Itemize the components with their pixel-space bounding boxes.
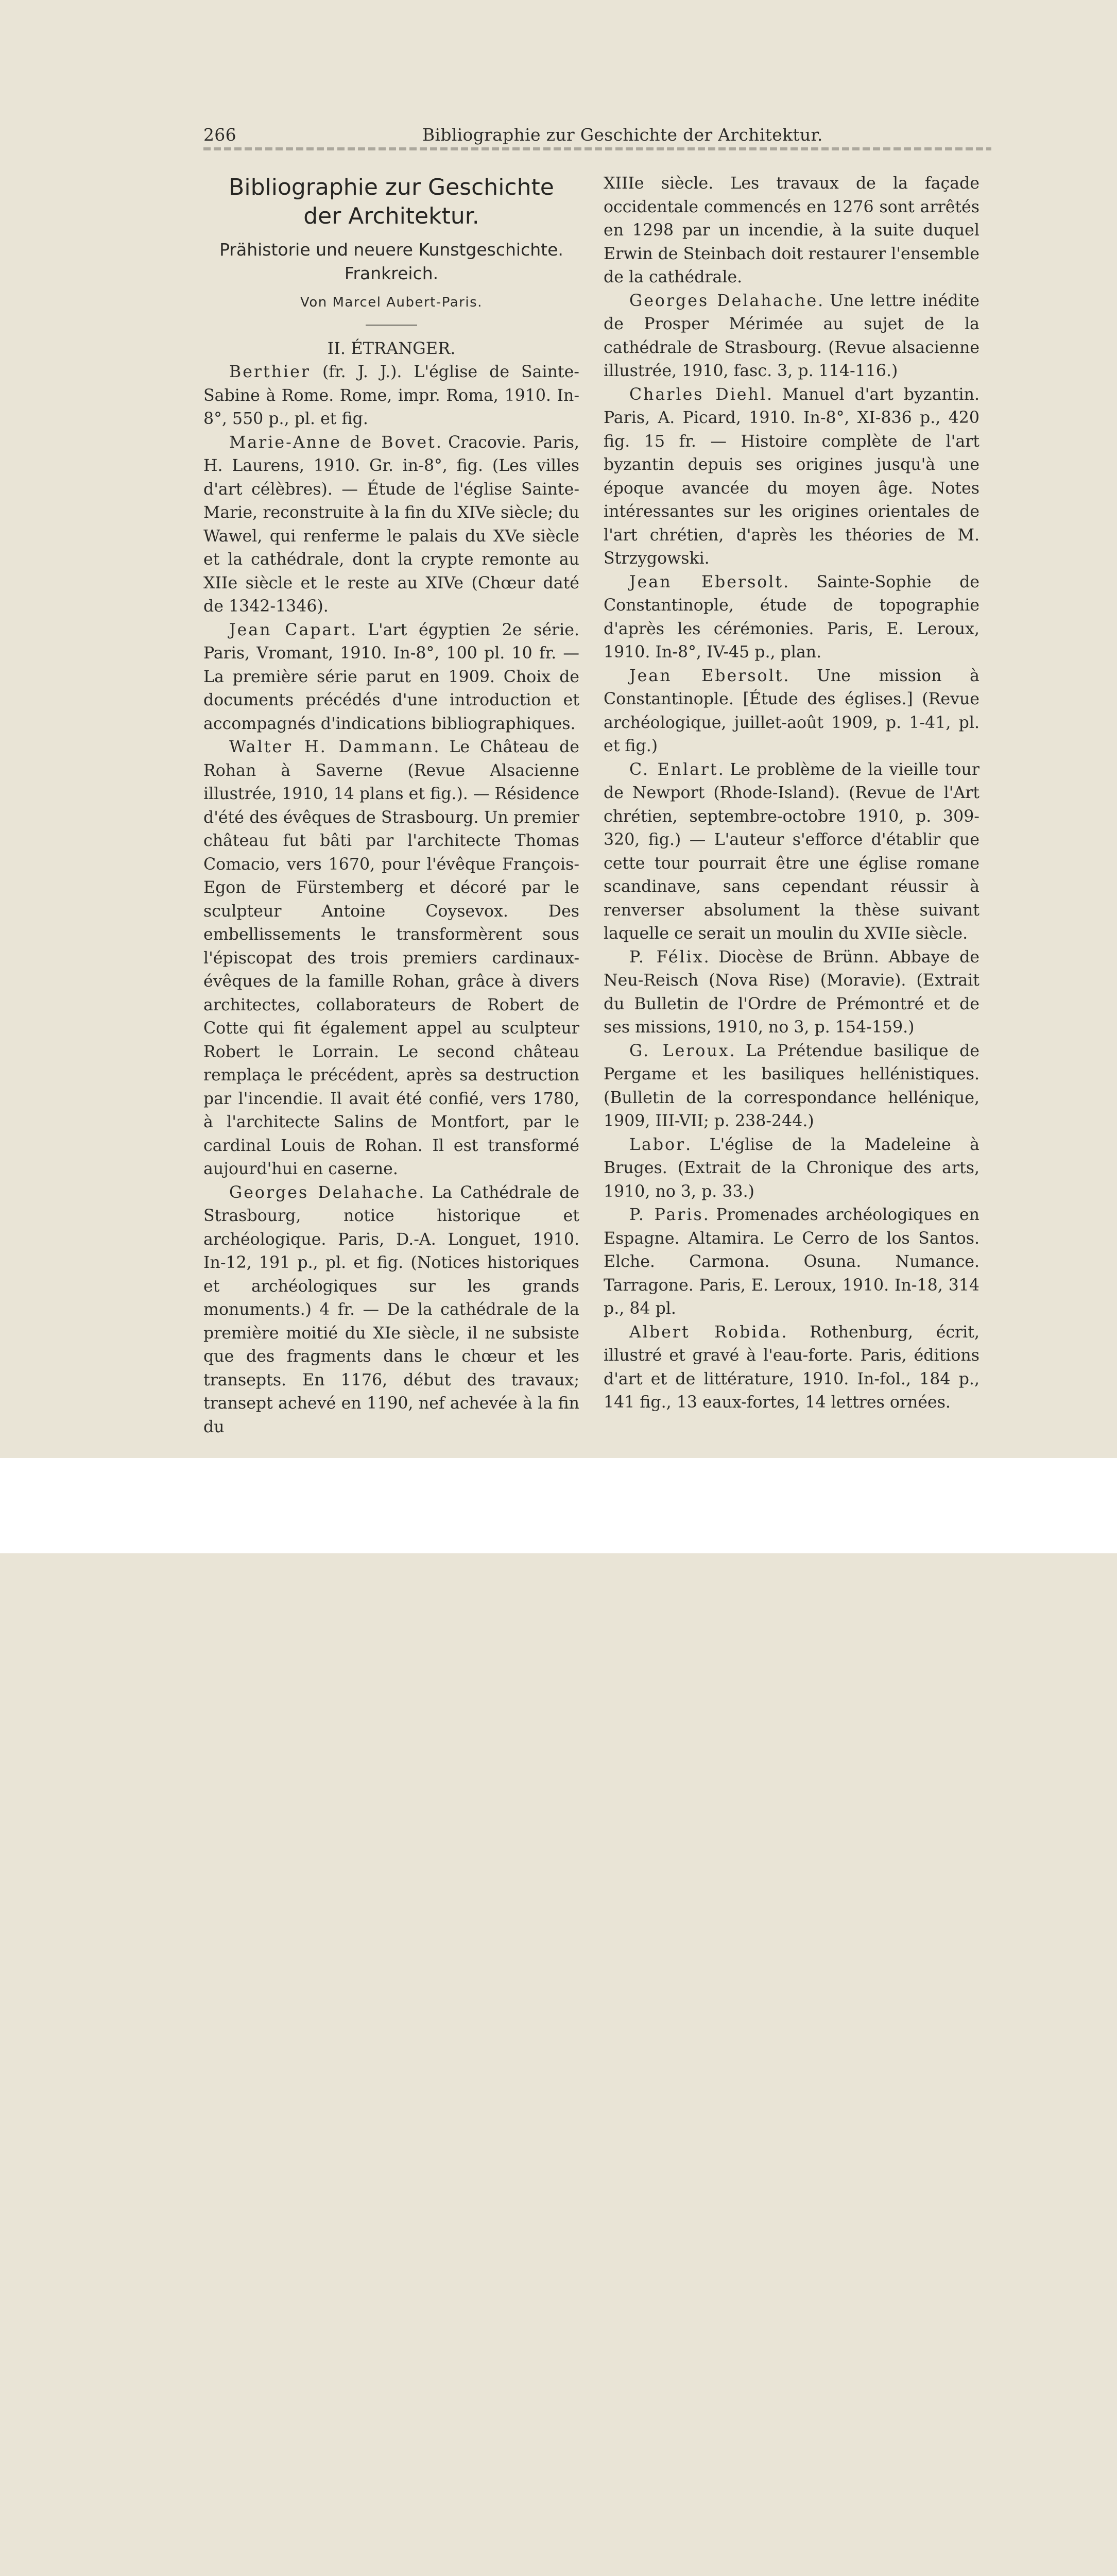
bibliography-entry [203, 431, 579, 619]
entry-text: . La Prétendue basilique de Pergame et les basiliques hellénistiques. (Bulletin de la correspondance hellénique, 1909, III-VII; p. 238-244.) [604, 1041, 979, 1130]
entry-author: Walter H. Dammann [229, 738, 434, 756]
bibliography-entry [604, 1133, 979, 1204]
entry-text: . Diocèse de Brünn. Abbaye de Neu-Reisch (Nova Rise) (Moravie). (Extrait du Bulletin de l'Ordre de Prémontré et de ses missions, 1910, no 3, p. 154-159.) [604, 947, 979, 1037]
entry-text: . L'art égyptien 2e série. Paris, Vromant, 1910. In-8°, 100 pl. 10 fr. — La première série parut en 1909. Choix de documents précédés d'une introduction et accompagnés d'indications bibliographiques. [203, 620, 579, 733]
header-rule [203, 147, 991, 150]
title-line: der Architektur. [303, 203, 479, 229]
right-column [604, 172, 979, 1415]
entry-text: . La Cathédrale de Strasbourg, notice historique et archéologique. Paris, D.-A. Longuet, 1910. In-12, 191 p., pl. et fig. (Notices historiques et archéologiques sur les grands monuments.) 4 fr. — De la cathédrale de la première moitié du XIe siècle, il ne subsiste que des fragments dans le chœur et les transepts. En 1176, début des travaux; transept achevé en 1190, nef achevée à la fin du [203, 1183, 579, 1436]
left-column [203, 172, 579, 1439]
entry-author: Charles Diehl [629, 385, 767, 404]
byline: Von Marcel Aubert-Paris. [300, 295, 483, 310]
entry-text: . Une lettre inédite de Prosper Mérimée au sujet de la cathédrale de Strasbourg. (Revue alsacienne illustrée, 1910, fasc. 3, p. 114-116.) [604, 291, 979, 380]
running-head [203, 124, 991, 149]
entry-text: . Cracovie. Paris, H. Laurens, 1910. Gr. in-8°, fig. (Les villes d'art célèbres). — Étude de l'église Sainte-Marie, reconstruite à la fin du XIVe siècle; du Wawel, qui renferme le palais du XVe siècle et la cathédrale, dont la crypte remonte au XIIe siècle et le reste au XIVe (Chœur daté de 1342-1346). [203, 433, 579, 616]
entry-text: . Le problème de la vieille tour de Newport (Rhode-Island). (Revue de l'Art chrétien, septembre-octobre 1910, p. 309-320, fig.) — L'auteur s'efforce d'établir que cette tour pourrait être une église romane scandinave, sans cependant réussir à renverser absolument la thèse suivant laquelle ce serait un moulin du XVIIe siècle. [604, 760, 979, 943]
entry-author: G. Leroux [629, 1041, 730, 1060]
bibliography-entry [604, 1040, 979, 1133]
bibliography-entry [203, 361, 579, 431]
bibliography-entry [203, 619, 579, 736]
article-title [203, 173, 579, 231]
bibliography-entry [604, 172, 979, 290]
bibliography-entry [604, 290, 979, 383]
section-heading: II. ÉTRANGER. [327, 338, 456, 358]
title-divider [366, 325, 417, 326]
page-number: 266 [203, 125, 236, 145]
footer-bar [0, 1458, 1117, 1553]
bibliography-entry [604, 1204, 979, 1321]
entry-text: . Sainte-Sophie de Constantinople, étude de topographie d'après les cérémonies. Paris, E. Leroux, 1910. In-8°, IV-45 p., plan. [604, 572, 979, 662]
title-line: Bibliographie zur Geschichte [229, 174, 554, 200]
bibliography-entry [604, 571, 979, 665]
entry-author: Jean Capart [229, 620, 351, 639]
entry-author: Albert Robida [629, 1323, 782, 1342]
subtitle-line: Prähistorie und neuere Kunstgeschichte. [219, 240, 563, 260]
article-subtitle [203, 238, 579, 285]
entry-text: . L'église de la Madeleine à Bruges. (Extrait de la Chronique des arts, 1910, no 3, p. 33.) [604, 1135, 979, 1201]
bibliography-entry [604, 758, 979, 946]
entry-author: C. Enlart [629, 760, 718, 779]
subtitle-line: Frankreich. [344, 263, 439, 283]
entry-author: Labor [629, 1135, 686, 1154]
entry-author: Marie-Anne de Bovet [229, 433, 436, 452]
entry-author: Georges Delahache [229, 1183, 419, 1202]
entry-author: Jean Ebersolt [629, 666, 784, 685]
entry-text: . Le Château de Rohan à Saverne (Revue Alsacienne illustrée, 1910, 14 plans et fig.). — Résidence d'été des évêques de Strasbourg. Un premier château fut bâti par l'architecte Thomas Comacio, vers 1670, pour l'évêque François-Egon de Fürstemberg et décoré par le sculpteur Antoine Coysevox. Des embellissements le transformèrent sous l'épiscopat des trois premiers cardinaux-évêques de la famille Rohan, grâce à divers architectes, collaborateurs de Robert de Cotte qui fit également appel au sculpteur Robert le Lorrain. Le second château remplaça le précédent, après sa destruction par l'incendie. Il avait été confié, vers 1780, à l'architecte Salins de Montfort, par le cardinal Louis de Rohan. Il est transformé aujourd'hui en caserne. [203, 738, 579, 1178]
bibliography-entry [604, 1321, 979, 1415]
bibliography-entry [203, 1181, 579, 1439]
bibliography-entry [604, 946, 979, 1040]
entry-author: Georges Delahache [629, 291, 818, 310]
entry-text: . Une mission à Constantinople. [Étude des églises.] (Revue archéologique, juillet-août 1909, p. 1-41, pl. et fig.) [604, 666, 979, 755]
entry-text: . Promenades archéologiques en Espagne. Altamira. Le Cerro de los Santos. Elche. Carmona. Osuna. Numance. Tarragone. Paris, E. Leroux, 1910. In-18, 314 p., 84 pl. [604, 1206, 979, 1318]
bibliography-entry [604, 665, 979, 758]
entry-author: Berthier [229, 363, 311, 381]
bibliography-entry [604, 383, 979, 571]
entry-text: (fr. J. J.). L'église de Sainte-Sabine à Rome. Rome, impr. Roma, 1910. In-8°, 550 p., pl. et fig. [203, 363, 579, 428]
running-title: Bibliographie zur Geschichte der Architektur. [422, 125, 823, 145]
entry-author: P. Félix [629, 947, 704, 967]
entry-author: P. Paris [629, 1206, 703, 1224]
entry-text: XIIIe siècle. Les travaux de la façade occidentale commencés en 1276 sont arrêtés en 1298 par un incendie, à la suite duquel Erwin de Steinbach doit restaurer l'ensemble de la cathédrale. [604, 174, 979, 286]
entry-text: . Manuel d'art byzantin. Paris, A. Picard, 1910. In-8°, XI-836 p., 420 fig. 15 fr. — Histoire complète de l'art byzantin depuis ses origines jusqu'à une époque avancée du moyen âge. Notes intéressantes sur les origines orientales de l'art chrétien, d'après les théories de M. Strzygowski. [604, 385, 979, 568]
right-entries [604, 172, 979, 1415]
entry-text: . Rothenburg, écrit, illustré et gravé à l'eau-forte. Paris, éditions d'art et de littérature, 1910. In-fol., 184 p., 141 fig., 13 eaux-fortes, 14 lettres ornées. [604, 1323, 979, 1412]
bibliography-entry [203, 736, 579, 1181]
left-entries [203, 361, 579, 1439]
entry-author: Jean Ebersolt [629, 572, 784, 591]
